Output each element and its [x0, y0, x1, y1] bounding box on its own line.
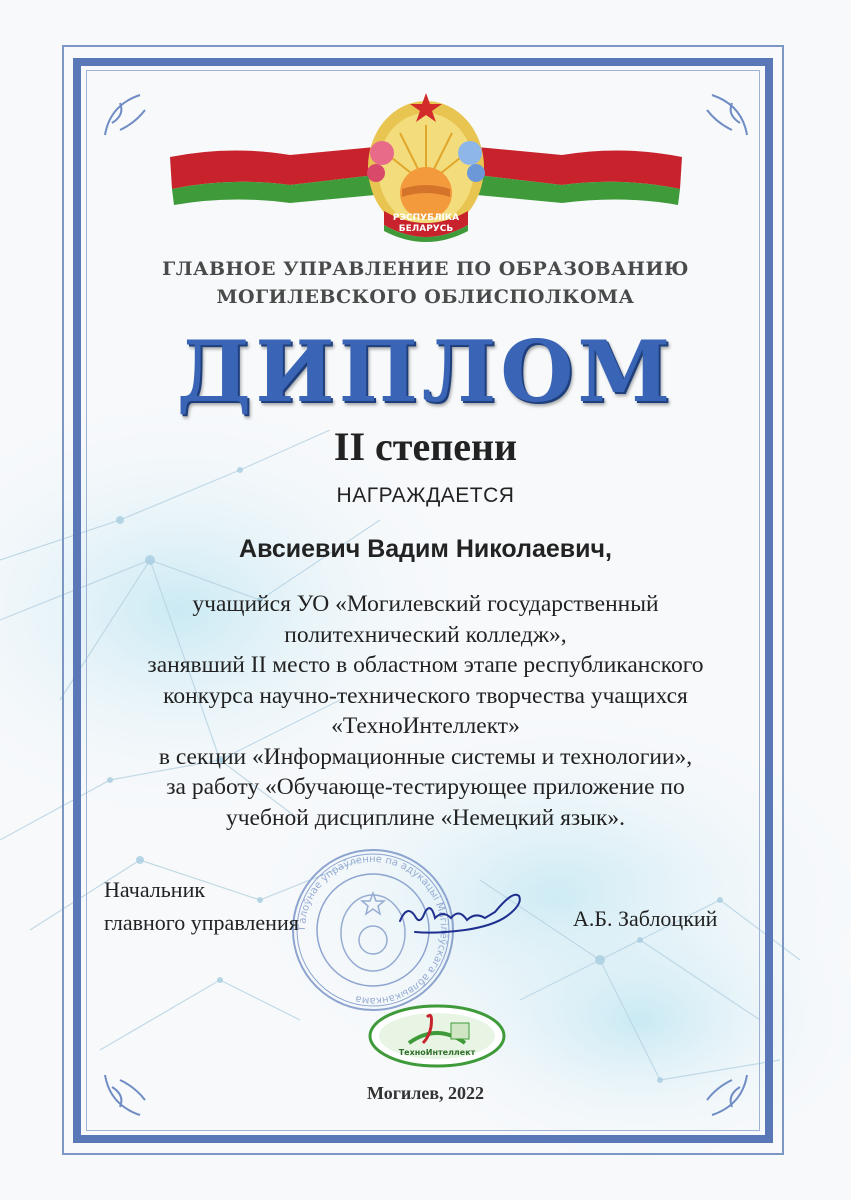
emblem-ribbon-text-1: РЭСПУБЛІКА: [392, 213, 460, 223]
awarded-label: НАГРАЖДАЕТСЯ: [336, 484, 515, 507]
signer-name: А.Б. Заблоцкий: [573, 906, 718, 931]
organization-line-2: МОГИЛЕВСКОГО ОБЛИСПОЛКОМА: [216, 286, 635, 308]
emblem-ribbon-text-2: БЕЛАРУСЬ: [398, 224, 454, 234]
recipient-name: Авсиевич Вадим Николаевич,: [239, 535, 612, 563]
signature-icon: [395, 886, 530, 946]
diploma-degree: II степени: [333, 424, 518, 469]
city-year: Могилев, 2022: [366, 1083, 485, 1103]
description-line: учащийся УО «Могилевский государственный: [192, 591, 659, 617]
corner-ornament-icon: [692, 85, 752, 145]
description-line: «ТехноИнтеллект»: [331, 713, 520, 739]
description-line: в секции «Информационные системы и технологии»,: [158, 743, 693, 770]
signer-position-line-1: Начальник: [104, 877, 206, 902]
description-line: конкурса научно-технического творчества учащихся: [163, 682, 688, 709]
technointellekt-logo-icon: [367, 1003, 507, 1069]
stamp-text: Галоўнае ўпраўленне па адукацыі Магілёўскага аблвыканкама: [296, 853, 450, 1007]
signer-position-line-2: главного управления: [104, 910, 299, 935]
diploma-title: ДИПЛОМ: [176, 322, 675, 421]
award-description: [0, 589, 851, 833]
signer-position: [104, 873, 299, 939]
description-line: занявший II место в областном этапе республиканского: [147, 652, 704, 678]
corner-ornament-icon: [100, 85, 160, 145]
description-line: за работу «Обучающе-тестирующее приложение по: [166, 774, 685, 800]
description-line: учебной дисциплине «Немецкий язык».: [225, 804, 625, 831]
logo-text: ТехноИнтеллект: [398, 1048, 476, 1057]
organization-line-1: ГЛАВНОЕ УПРАВЛЕНИЕ ПО ОБРАЗОВАНИЮ: [162, 258, 689, 280]
state-emblem-icon: [170, 85, 682, 250]
description-line: политехнический колледж»,: [284, 621, 567, 648]
